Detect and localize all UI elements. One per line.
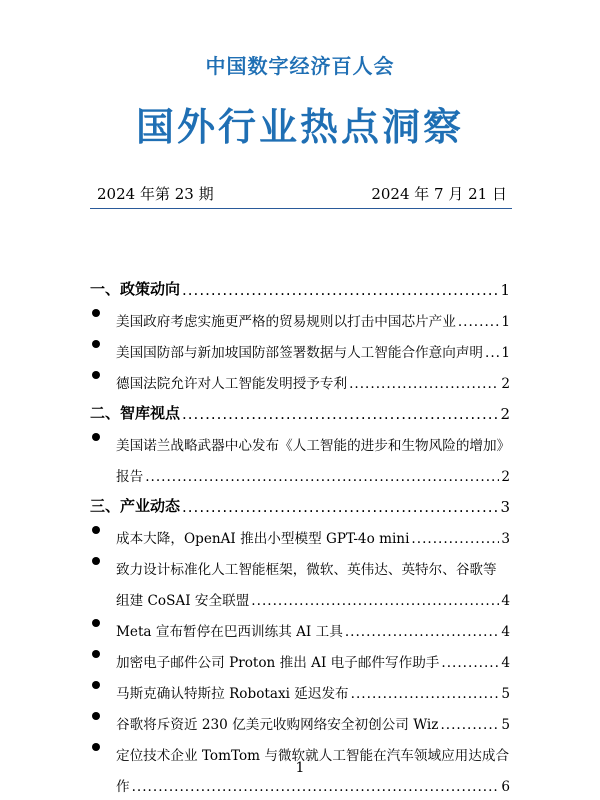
bullet-icon [92, 681, 100, 689]
toc-leader-dots [182, 498, 498, 516]
toc-leader-dots [411, 531, 499, 547]
bullet-icon [92, 433, 100, 441]
issue-info-row [97, 183, 507, 204]
toc-section-label: 三、产业动态 [90, 497, 181, 515]
toc-item-label: Meta 宣布暂停在巴西训练其 AI 工具 [116, 624, 343, 640]
toc-page-number: 4 [501, 624, 510, 640]
toc-item-label: 组建 CoSAI 安全联盟 [116, 593, 250, 609]
toc-leader-dots [132, 779, 500, 795]
toc-item[interactable] [90, 702, 510, 733]
toc-item[interactable] [90, 609, 510, 640]
toc-item-label: 德国法院允许对人工智能发明授予专利 [116, 376, 348, 392]
toc-page-number: 3 [500, 498, 510, 516]
toc-page-number: 1 [501, 314, 510, 330]
page-number: 1 [295, 760, 305, 776]
toc-leader-dots [349, 376, 499, 392]
toc-item-label: 致力设计标准化人工智能框架，微软、英伟达、英特尔、谷歌等 [116, 562, 497, 578]
toc-leader-dots [441, 655, 499, 671]
bullet-icon [92, 371, 100, 379]
toc-item-continuation[interactable] [90, 454, 510, 485]
issue-date: 2024 年 7 月 21 日 [371, 185, 507, 203]
publication-title: 国外行业热点洞察 [135, 105, 464, 149]
bullet-icon [92, 712, 100, 720]
table-of-contents [90, 268, 510, 795]
bullet-icon [92, 650, 100, 658]
toc-section-label: 一、政策动向 [90, 280, 181, 298]
toc-leader-dots [351, 686, 500, 702]
toc-item-continuation[interactable] [90, 578, 510, 609]
toc-item[interactable] [90, 547, 510, 578]
toc-item-label: 美国政府考虑实施更严格的贸易规则以打击中国芯片产业 [116, 314, 456, 330]
toc-section-policy[interactable] [90, 268, 510, 299]
issue-number: 2024 年第 23 期 [97, 185, 214, 203]
toc-item[interactable] [90, 330, 510, 361]
toc-page-number: 6 [501, 779, 510, 795]
toc-page-number: 5 [501, 686, 510, 702]
header-divider [90, 208, 512, 209]
bullet-icon [92, 557, 100, 565]
toc-item-label: 谷歌将斥资近 230 亿美元收购网络安全初创公司 Wiz [116, 717, 439, 733]
toc-item[interactable] [90, 640, 510, 671]
toc-item-label: 成本大降，OpenAI 推出小型模型 GPT-4o mini [116, 531, 410, 547]
toc-leader-dots [440, 717, 499, 733]
toc-page-number: 4 [501, 655, 510, 671]
toc-item[interactable] [90, 423, 510, 454]
toc-item-label: 美国诺兰战略武器中心发布《人工智能的进步和生物风险的增加》 [116, 438, 511, 454]
toc-section-think-tank[interactable] [90, 392, 510, 423]
toc-item[interactable] [90, 671, 510, 702]
bullet-icon [92, 743, 100, 751]
toc-item-label: 作 [116, 779, 130, 795]
toc-page-number: 2 [501, 469, 510, 485]
bullet-icon [92, 309, 100, 317]
toc-item-label: 报告 [116, 469, 144, 485]
toc-page-number: 2 [501, 376, 510, 392]
bullet-icon [92, 340, 100, 348]
toc-page-number: 5 [501, 717, 510, 733]
toc-item-label: 美国国防部与新加坡国防部签署数据与人工智能合作意向声明 [116, 345, 484, 361]
toc-item-label: 加密电子邮件公司 Proton 推出 AI 电子邮件写作助手 [116, 655, 440, 671]
organization-name: 中国数字经济百人会 [205, 54, 395, 78]
bullet-icon [92, 526, 100, 534]
toc-page-number: 4 [501, 593, 510, 609]
toc-section-label: 二、智库视点 [90, 404, 181, 422]
toc-leader-dots [182, 281, 498, 299]
toc-page-number: 2 [500, 405, 510, 423]
toc-item[interactable] [90, 299, 510, 330]
toc-leader-dots [458, 314, 500, 330]
toc-page-number: 1 [500, 281, 510, 299]
toc-page-number: 1 [501, 345, 510, 361]
toc-leader-dots [145, 469, 499, 485]
toc-page-number: 3 [501, 531, 510, 547]
toc-leader-dots [251, 593, 499, 609]
toc-item[interactable] [90, 516, 510, 547]
toc-section-industry[interactable] [90, 485, 510, 516]
bullet-icon [92, 619, 100, 627]
toc-leader-dots [485, 345, 499, 361]
toc-item-label: 定位技术企业 TomTom 与微软就人工智能在汽车领域应用达成合 [116, 748, 510, 764]
toc-leader-dots [182, 405, 498, 423]
toc-item[interactable] [90, 361, 510, 392]
toc-leader-dots [345, 624, 500, 640]
toc-item-label: 马斯克确认特斯拉 Robotaxi 延迟发布 [116, 686, 349, 702]
